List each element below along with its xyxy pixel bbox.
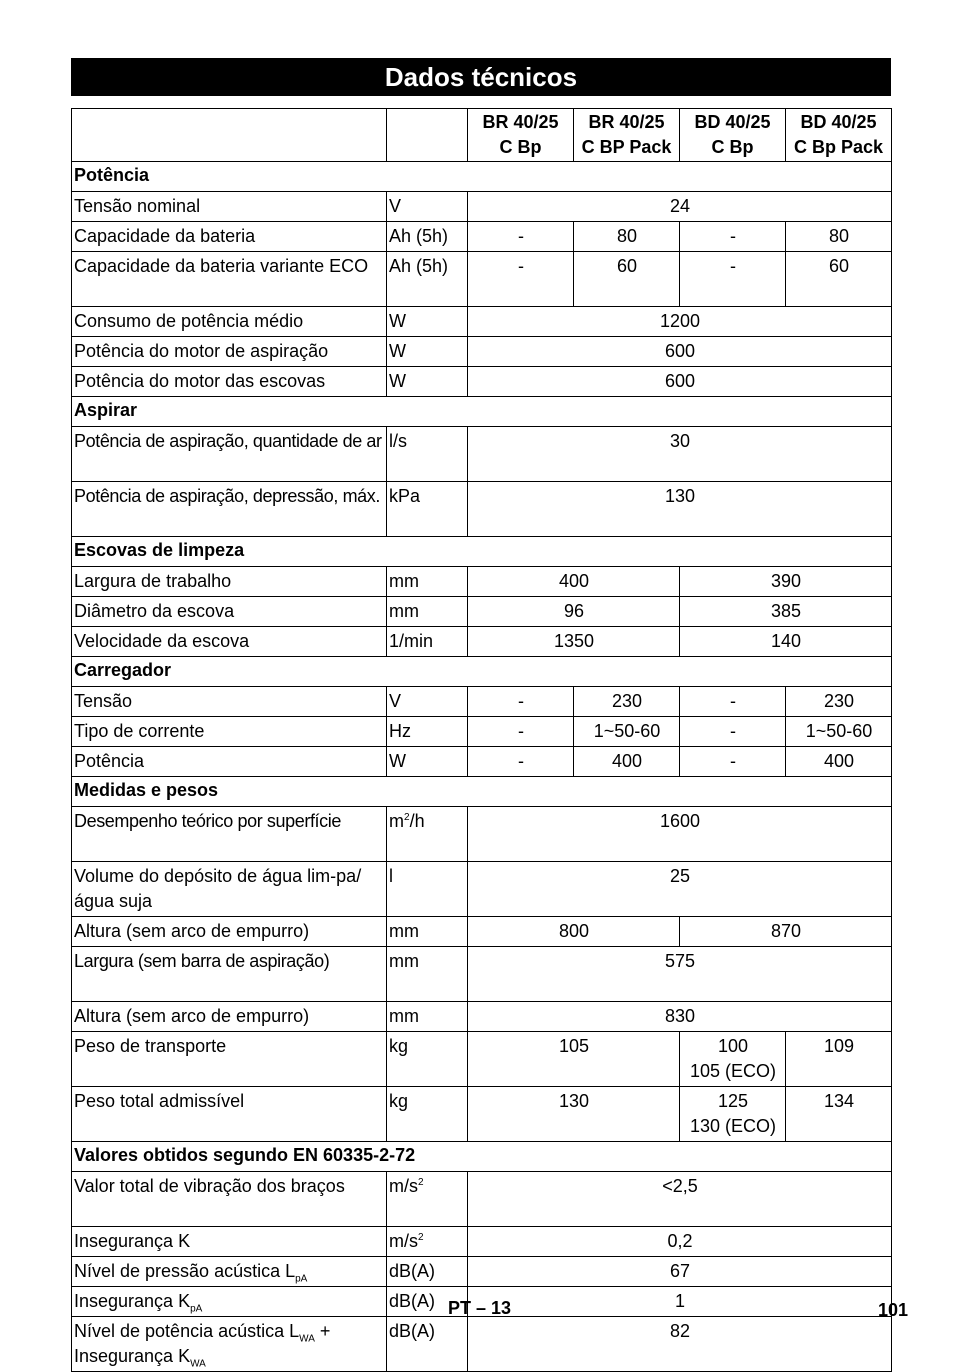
- section-row: [72, 537, 892, 567]
- unit: mm: [389, 571, 419, 591]
- value-cell: [680, 567, 892, 597]
- value-cell: [468, 687, 574, 717]
- value: 575: [664, 951, 696, 971]
- table-row: [72, 687, 892, 717]
- value: -: [518, 721, 524, 741]
- value-cell: [680, 687, 786, 717]
- value: -: [518, 226, 524, 246]
- value-cell: [574, 687, 680, 717]
- value: 25: [669, 866, 691, 886]
- unit-cell: [387, 862, 468, 917]
- value-cell: [786, 747, 892, 777]
- spec-label-cell: [72, 1172, 387, 1227]
- spec-label-cell: [72, 717, 387, 747]
- value-cell: [468, 427, 892, 482]
- spec-label-cell: [72, 947, 387, 1002]
- value: -: [730, 751, 736, 771]
- spec-label-cell: [72, 482, 387, 537]
- value-cell: [468, 337, 892, 367]
- spec-label: Altura (sem arco de empurro): [74, 1006, 310, 1026]
- unit: W: [389, 341, 406, 361]
- value: 600: [664, 371, 696, 391]
- unit-cell: [387, 252, 468, 307]
- table-row: [72, 192, 892, 222]
- table-row: [72, 567, 892, 597]
- model-header: BR 40/25 C BP Pack: [574, 109, 680, 162]
- unit-cell: [387, 947, 468, 1002]
- value-cell: [468, 252, 574, 307]
- spec-label-suffix: +: [314, 1321, 331, 1341]
- value: 1~50-60: [593, 721, 661, 741]
- table-row: [72, 1227, 892, 1257]
- spec-label-cell: [72, 367, 387, 397]
- spec-label: Tensão: [74, 691, 133, 711]
- spec-label: Altura (sem arco de empurro): [74, 921, 310, 941]
- unit: mm: [389, 1006, 419, 1026]
- spec-label: Potência: [74, 751, 145, 771]
- unit-cell: [387, 307, 468, 337]
- unit: dB(A): [389, 1291, 436, 1311]
- table-body: [72, 109, 892, 1372]
- table-row: [72, 807, 892, 862]
- header-empty-unit: [387, 109, 468, 162]
- unit-cell: [387, 687, 468, 717]
- value: 100: [717, 1036, 749, 1056]
- value-cell: [468, 747, 574, 777]
- unit-cell: [387, 337, 468, 367]
- value-cell: [468, 192, 892, 222]
- unit-superscript: 2: [418, 1177, 424, 1188]
- value-cell: [468, 1287, 892, 1317]
- section-row: [72, 1142, 892, 1172]
- section-heading: Medidas e pesos: [72, 777, 892, 807]
- unit-cell: [387, 1032, 468, 1087]
- unit-suffix: /h: [409, 811, 425, 831]
- value-cell: [468, 567, 680, 597]
- spec-label-cell: [72, 862, 387, 917]
- value: 82: [669, 1321, 691, 1341]
- unit-superscript: 2: [418, 1232, 424, 1243]
- spec-label-line2-subscript: WA: [190, 1358, 206, 1370]
- spec-label-line2: Insegurança K: [74, 1346, 191, 1366]
- value-cell: [468, 862, 892, 917]
- value-cell: [786, 717, 892, 747]
- table-row: [72, 337, 892, 367]
- section-heading: Escovas de limpeza: [72, 537, 892, 567]
- value-cell: [680, 597, 892, 627]
- unit: m/s: [389, 1176, 418, 1196]
- spec-label-cell: [72, 597, 387, 627]
- value-cell: [574, 747, 680, 777]
- table-row: [72, 862, 892, 917]
- model-header: BR 40/25 C Bp: [468, 109, 574, 162]
- unit: W: [389, 371, 406, 391]
- value-cell: [680, 252, 786, 307]
- value: -: [518, 751, 524, 771]
- unit-cell: [387, 917, 468, 947]
- unit: V: [389, 196, 402, 216]
- value: -: [518, 691, 524, 711]
- value: 80: [616, 226, 638, 246]
- table-row: [72, 307, 892, 337]
- unit: dB(A): [389, 1321, 436, 1341]
- value: 830: [664, 1006, 696, 1026]
- spec-label-cell: [72, 307, 387, 337]
- value: 400: [823, 751, 855, 771]
- value-cell: [786, 252, 892, 307]
- value: 80: [828, 226, 850, 246]
- spec-label-cell: [72, 687, 387, 717]
- value-cell: [468, 482, 892, 537]
- value: 105: [558, 1036, 590, 1056]
- unit: l/s: [389, 431, 407, 451]
- spec-label-cell: [72, 917, 387, 947]
- section-heading: Potência: [72, 162, 892, 192]
- value: 230: [611, 691, 643, 711]
- table-row: [72, 717, 892, 747]
- spec-label-cell: [72, 1087, 387, 1142]
- unit: V: [389, 691, 402, 711]
- unit-cell: [387, 367, 468, 397]
- spec-label: Diâmetro da escova: [74, 601, 235, 621]
- value: -: [730, 256, 736, 276]
- value-cell: [680, 917, 892, 947]
- value: 400: [558, 571, 590, 591]
- value: 230: [823, 691, 855, 711]
- value-cell: [680, 627, 892, 657]
- model-header: BD 40/25 C Bp Pack: [786, 109, 892, 162]
- value: 1~50-60: [805, 721, 873, 741]
- spec-label: Volume do depósito de água lim-pa/água suja: [74, 866, 362, 911]
- unit-superscript: 2: [404, 812, 410, 823]
- table-row: [72, 367, 892, 397]
- page-title: Dados técnicos: [71, 58, 891, 96]
- spec-label: Tensão nominal: [74, 196, 201, 216]
- value-line2: 130 (ECO): [689, 1116, 777, 1136]
- header-row: [72, 109, 892, 162]
- unit: l: [389, 866, 393, 886]
- value: 800: [558, 921, 590, 941]
- value-cell: [468, 1257, 892, 1287]
- value: 109: [823, 1036, 855, 1056]
- value-cell: [786, 222, 892, 252]
- value-cell: [574, 717, 680, 747]
- value-cell: [680, 1032, 786, 1087]
- unit: W: [389, 751, 406, 771]
- unit-cell: [387, 627, 468, 657]
- value: 24: [669, 196, 691, 216]
- section-row: [72, 657, 892, 687]
- unit: 1/min: [389, 631, 434, 651]
- value-cell: [680, 222, 786, 252]
- value-line2: 105 (ECO): [689, 1061, 777, 1081]
- value: -: [730, 691, 736, 711]
- value-cell: [468, 597, 680, 627]
- value-cell: [680, 717, 786, 747]
- section-heading: Carregador: [72, 657, 892, 687]
- unit-cell: [387, 747, 468, 777]
- spec-label-subscript: pA: [190, 1303, 203, 1315]
- value: 0,2: [667, 1231, 693, 1251]
- value: 1350: [553, 631, 595, 651]
- table-row: [72, 482, 892, 537]
- value-cell: [468, 1087, 680, 1142]
- value-cell: [468, 1032, 680, 1087]
- table-row: [72, 1317, 892, 1372]
- unit: kPa: [389, 486, 421, 506]
- table-row: [72, 1087, 892, 1142]
- spec-label: Nível de pressão acústica L: [74, 1261, 296, 1281]
- spec-label: Peso de transporte: [74, 1036, 227, 1056]
- value: 125: [717, 1091, 749, 1111]
- spec-label: Potência de aspiração, quantidade de ar: [74, 431, 382, 451]
- value: <2,5: [662, 1176, 698, 1196]
- value-cell: [786, 1087, 892, 1142]
- unit-cell: [387, 1002, 468, 1032]
- spec-label-cell: [72, 192, 387, 222]
- unit: Ah (5h): [389, 226, 449, 246]
- unit-cell: [387, 717, 468, 747]
- value-cell: [468, 807, 892, 862]
- spec-label: Consumo de potência médio: [74, 311, 304, 331]
- table-row: [72, 597, 892, 627]
- value: 130: [558, 1091, 590, 1111]
- value-cell: [468, 947, 892, 1002]
- spec-label-cell: [72, 1002, 387, 1032]
- value: -: [730, 226, 736, 246]
- value: -: [730, 721, 736, 741]
- value-cell: [786, 1032, 892, 1087]
- spec-label-cell: [72, 807, 387, 862]
- model-header: BD 40/25 C Bp: [680, 109, 786, 162]
- unit-cell: [387, 567, 468, 597]
- spec-label-cell: [72, 1227, 387, 1257]
- spec-label: Nível de potência acústica L: [74, 1321, 300, 1341]
- value: 385: [770, 601, 802, 621]
- unit-cell: [387, 192, 468, 222]
- table-row: [72, 1172, 892, 1227]
- value-cell: [680, 747, 786, 777]
- unit: m/s: [389, 1231, 418, 1251]
- spec-label: Velocidade da escova: [74, 631, 250, 651]
- footer-page-number: 101: [878, 1300, 909, 1320]
- value: 67: [669, 1261, 691, 1281]
- value-cell: [468, 307, 892, 337]
- spec-label: Potência de aspiração, depressão, máx.: [74, 486, 380, 506]
- value: 390: [770, 571, 802, 591]
- spec-label-cell: [72, 1287, 387, 1317]
- spec-label-cell: [72, 427, 387, 482]
- unit-cell: [387, 222, 468, 252]
- spec-label-cell: [72, 1257, 387, 1287]
- table-row: [72, 917, 892, 947]
- section-heading: Valores obtidos segundo EN 60335-2-72: [72, 1142, 892, 1172]
- spec-label: Valor total de vibração dos braços: [74, 1176, 345, 1196]
- unit-cell: [387, 597, 468, 627]
- value-cell: [786, 687, 892, 717]
- table-row: [72, 627, 892, 657]
- section-heading: Aspirar: [72, 397, 892, 427]
- spec-label-cell: [72, 567, 387, 597]
- spec-label: Largura de trabalho: [74, 571, 232, 591]
- value: 1: [674, 1291, 685, 1311]
- value-cell: [468, 222, 574, 252]
- spec-label-cell: [72, 747, 387, 777]
- value: 400: [611, 751, 643, 771]
- unit-cell: [387, 427, 468, 482]
- table-row: [72, 222, 892, 252]
- spec-label-cell: [72, 222, 387, 252]
- table-row: [72, 747, 892, 777]
- section-row: [72, 162, 892, 192]
- spec-label: Capacidade da bateria variante ECO: [74, 256, 369, 276]
- value-cell: [468, 917, 680, 947]
- spec-label-cell: [72, 252, 387, 307]
- spec-label: Peso total admissível: [74, 1091, 245, 1111]
- spec-label-cell: [72, 1032, 387, 1087]
- unit: kg: [389, 1036, 409, 1056]
- unit: W: [389, 311, 406, 331]
- value-cell: [680, 1087, 786, 1142]
- spec-label-subscript: pA: [295, 1273, 308, 1285]
- table-row: [72, 427, 892, 482]
- section-row: [72, 397, 892, 427]
- header-empty-label: [72, 109, 387, 162]
- unit-cell: [387, 482, 468, 537]
- unit: Hz: [389, 721, 411, 741]
- spec-label: Desempenho teórico por superfície: [74, 811, 341, 831]
- spec-label: Tipo de corrente: [74, 721, 205, 741]
- value-cell: [468, 1172, 892, 1227]
- spec-label-cell: [72, 337, 387, 367]
- unit: kg: [389, 1091, 409, 1111]
- unit-cell: [387, 1087, 468, 1142]
- value-cell: [574, 252, 680, 307]
- value-cell: [468, 627, 680, 657]
- table-row: [72, 1032, 892, 1087]
- value: -: [518, 256, 524, 276]
- value-cell: [468, 717, 574, 747]
- spec-label: Insegurança K: [74, 1231, 191, 1251]
- unit-cell: [387, 1227, 468, 1257]
- value: 134: [823, 1091, 855, 1111]
- spec-label: Largura (sem barra de aspiração): [74, 951, 330, 971]
- spec-label-cell: [72, 627, 387, 657]
- value: 60: [828, 256, 850, 276]
- unit-cell: [387, 1257, 468, 1287]
- value: 140: [770, 631, 802, 651]
- value: 600: [664, 341, 696, 361]
- section-row: [72, 777, 892, 807]
- spec-label: Insegurança K: [74, 1291, 191, 1311]
- unit: mm: [389, 951, 419, 971]
- unit: mm: [389, 921, 419, 941]
- spec-label-subscript: WA: [299, 1333, 315, 1345]
- value: 60: [616, 256, 638, 276]
- unit: m: [389, 811, 404, 831]
- value: 1200: [659, 311, 701, 331]
- spec-label: Potência do motor de aspiração: [74, 341, 329, 361]
- unit: dB(A): [389, 1261, 436, 1281]
- value: 130: [664, 486, 696, 506]
- spec-label: Potência do motor das escovas: [74, 371, 326, 391]
- unit-cell: [387, 1172, 468, 1227]
- table-row: [72, 252, 892, 307]
- unit: Ah (5h): [389, 256, 449, 276]
- table-row: [72, 1002, 892, 1032]
- value-cell: [574, 222, 680, 252]
- footer-language-page: PT – 13: [448, 1298, 512, 1318]
- unit: mm: [389, 601, 419, 621]
- value-cell: [468, 1002, 892, 1032]
- value-cell: [468, 1227, 892, 1257]
- table-row: [72, 947, 892, 1002]
- spec-label-cell: [72, 1317, 387, 1372]
- unit-cell: [387, 1317, 468, 1372]
- value-cell: [468, 1317, 892, 1372]
- technical-data-table: [71, 108, 892, 1372]
- spec-label: Capacidade da bateria: [74, 226, 256, 246]
- value: 870: [770, 921, 802, 941]
- unit-cell: [387, 807, 468, 862]
- value: 30: [669, 431, 691, 451]
- value: 1600: [659, 811, 701, 831]
- value-cell: [468, 367, 892, 397]
- value: 96: [563, 601, 585, 621]
- table-row: [72, 1257, 892, 1287]
